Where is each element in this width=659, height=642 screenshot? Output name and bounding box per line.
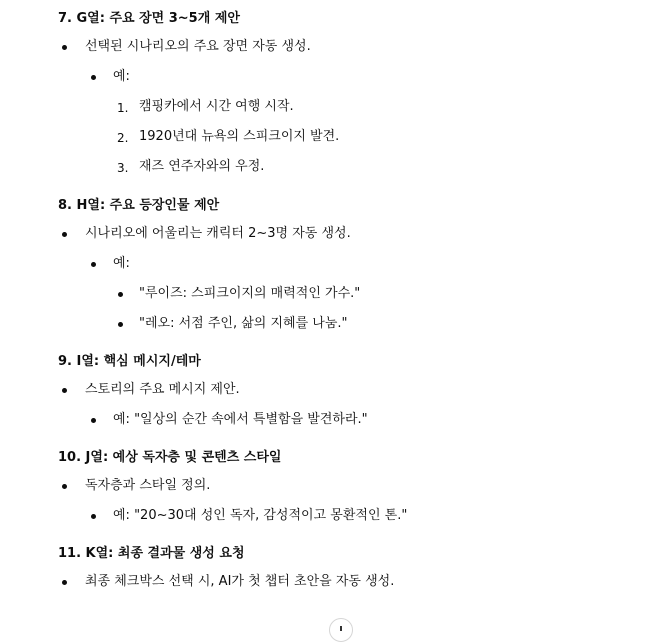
section-8-example-label: 예: — [113, 256, 130, 271]
list-item: 캠핑카에서 시간 여행 시작. — [139, 99, 294, 114]
bullet-marker — [62, 388, 67, 393]
bullet-marker — [118, 322, 123, 327]
bullet-marker — [91, 514, 96, 519]
section-10-heading: 10. J열: 예상 독자층 및 콘텐츠 스타일 — [58, 450, 282, 465]
bullet-marker — [91, 418, 96, 423]
list-item: "레오: 서점 주인, 삶의 지혜를 나눔." — [139, 316, 348, 331]
scroll-down-button[interactable] — [329, 618, 353, 642]
bullet-marker — [62, 45, 67, 50]
section-9-bullet: 스토리의 주요 메시지 제안. — [85, 382, 240, 397]
section-10-bullet: 독자층과 스타일 정의. — [85, 478, 211, 493]
section-11-heading: 11. K열: 최종 결과물 생성 요청 — [58, 546, 245, 561]
arrow-down-icon — [340, 626, 342, 631]
section-8-heading: 8. H열: 주요 등장인물 제안 — [58, 198, 220, 213]
list-item-marker: 2. — [117, 131, 129, 145]
bullet-marker — [91, 262, 96, 267]
section-10-example: 예: "20~30대 성인 독자, 감성적이고 몽환적인 톤." — [113, 508, 408, 523]
bullet-marker — [62, 580, 67, 585]
list-item: "루이즈: 스피크이지의 매력적인 가수." — [139, 286, 361, 301]
list-item-marker: 3. — [117, 161, 129, 175]
section-7-example-label: 예: — [113, 69, 130, 84]
section-9-example: 예: "일상의 순간 속에서 특별함을 발견하라." — [113, 412, 368, 427]
list-item: 재즈 연주자와의 우정. — [139, 159, 265, 174]
section-7-bullet: 선택된 시나리오의 주요 장면 자동 생성. — [85, 39, 311, 54]
list-item: 1920년대 뉴욕의 스피크이지 발견. — [139, 129, 340, 144]
list-item-marker: 1. — [117, 101, 129, 115]
section-11-bullet: 최종 체크박스 선택 시, AI가 첫 챕터 초안을 자동 생성. — [85, 574, 395, 589]
section-9-heading: 9. I열: 핵심 메시지/테마 — [58, 354, 201, 369]
section-8-bullet: 시나리오에 어울리는 캐릭터 2~3명 자동 생성. — [85, 226, 351, 241]
bullet-marker — [118, 292, 123, 297]
section-7-heading: 7. G열: 주요 장면 3~5개 제안 — [58, 11, 240, 26]
bullet-marker — [62, 232, 67, 237]
bullet-marker — [62, 484, 67, 489]
bullet-marker — [91, 75, 96, 80]
